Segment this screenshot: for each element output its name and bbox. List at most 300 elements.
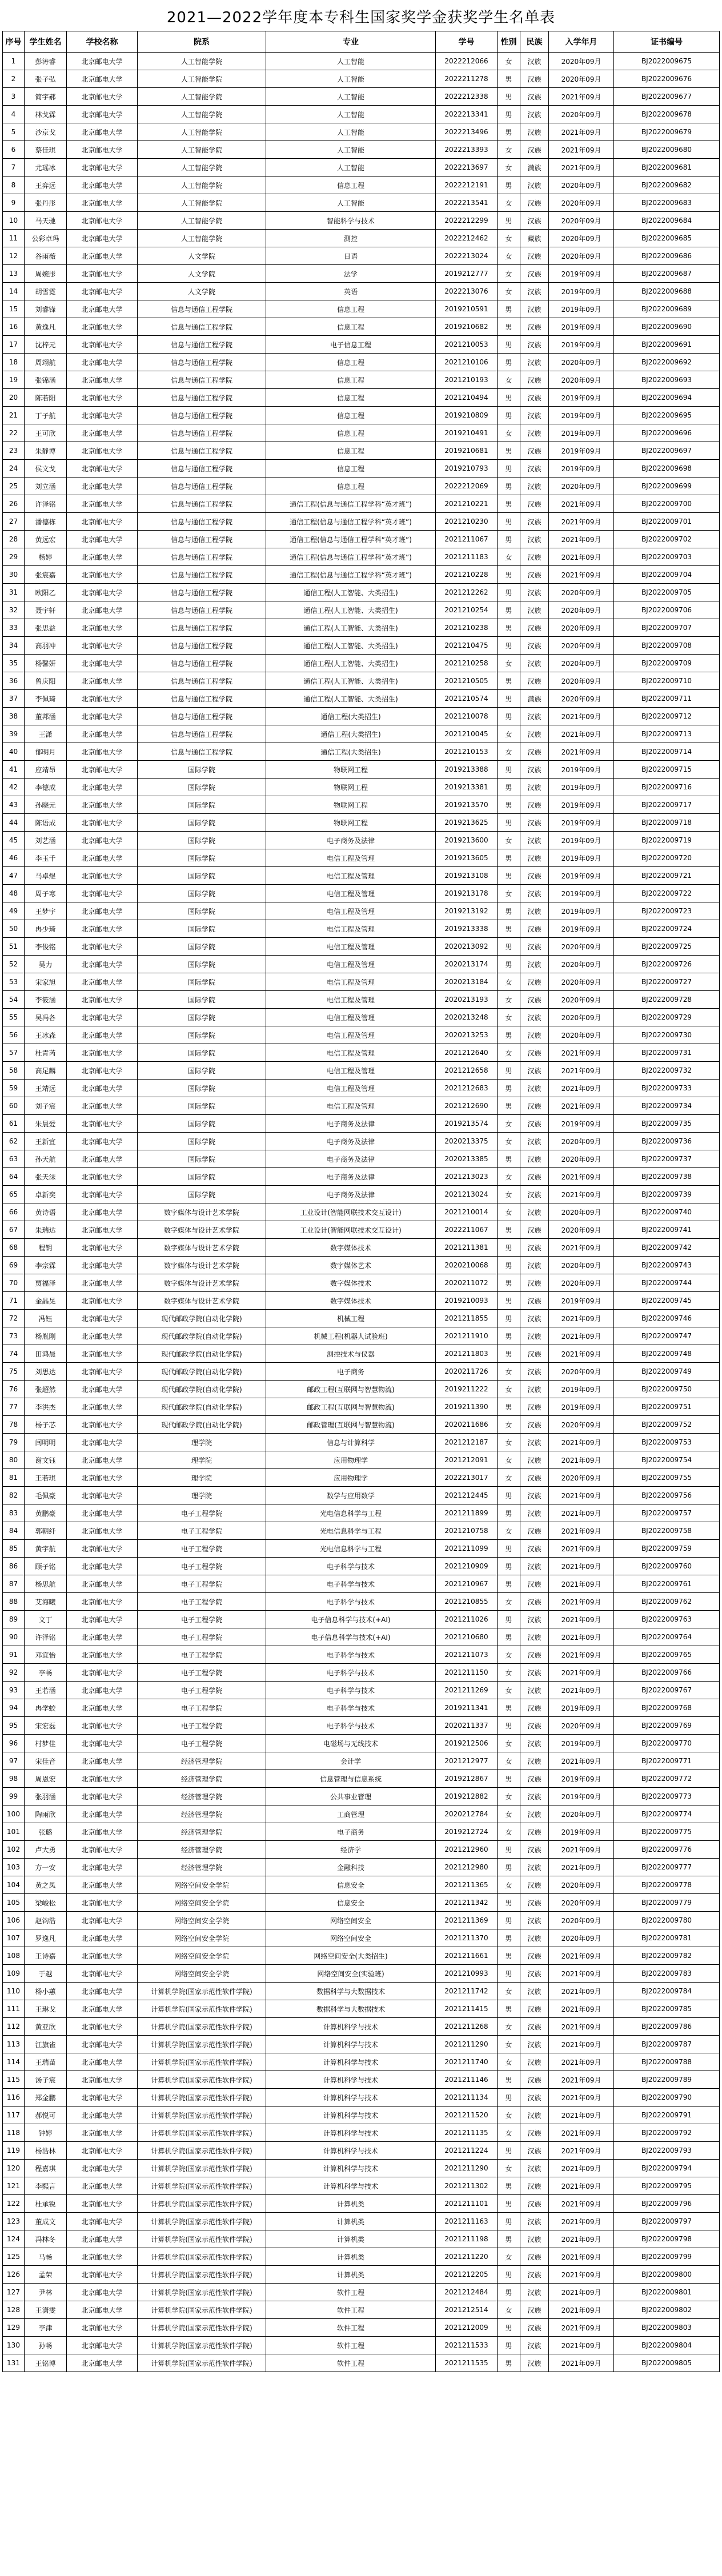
cell-index: 4 bbox=[3, 106, 25, 123]
cell-student-name: 宋家旭 bbox=[25, 973, 67, 991]
cell-gender: 女 bbox=[498, 247, 520, 265]
cell-gender: 女 bbox=[498, 1522, 520, 1540]
cell-ethnicity: 汉族 bbox=[520, 1575, 549, 1593]
cell-student-name: 冯钰 bbox=[25, 1310, 67, 1327]
cell-department: 理学院 bbox=[138, 1469, 266, 1487]
cell-department: 计算机学院(国家示范性软件学院) bbox=[138, 2071, 266, 2089]
cell-school: 北京邮电大学 bbox=[67, 725, 138, 743]
cell-student-id: 2019212777 bbox=[436, 265, 498, 283]
cell-ethnicity: 汉族 bbox=[520, 991, 549, 1009]
cell-gender: 男 bbox=[498, 1611, 520, 1628]
cell-index: 7 bbox=[3, 159, 25, 176]
cell-index: 103 bbox=[3, 1859, 25, 1876]
cell-ethnicity: 汉族 bbox=[520, 1770, 549, 1788]
cell-enrollment: 2021年09月 bbox=[549, 2230, 614, 2248]
cell-ethnicity: 汉族 bbox=[520, 584, 549, 601]
table-row bbox=[3, 690, 720, 708]
cell-enrollment: 2021年09月 bbox=[549, 2319, 614, 2337]
cell-index: 62 bbox=[3, 1133, 25, 1150]
cell-department: 信息与通信工程学院 bbox=[138, 424, 266, 442]
cell-major: 计算机类 bbox=[266, 2195, 436, 2213]
cell-ethnicity: 汉族 bbox=[520, 566, 549, 584]
cell-school: 北京邮电大学 bbox=[67, 407, 138, 424]
cell-gender: 女 bbox=[498, 2106, 520, 2124]
table-row bbox=[3, 1682, 720, 1699]
cell-enrollment: 2021年09月 bbox=[549, 2177, 614, 2195]
cell-student-id: 2021211269 bbox=[436, 1682, 498, 1699]
cell-enrollment: 2020年09月 bbox=[549, 1133, 614, 1150]
table-row bbox=[3, 1947, 720, 1965]
table-row bbox=[3, 920, 720, 938]
header-department: 院系 bbox=[138, 31, 266, 53]
cell-enrollment: 2021年09月 bbox=[549, 123, 614, 141]
cell-ethnicity: 汉族 bbox=[520, 2354, 549, 2372]
cell-enrollment: 2020年09月 bbox=[549, 1203, 614, 1221]
cell-major: 信息管理与信息系统 bbox=[266, 1770, 436, 1788]
cell-school: 北京邮电大学 bbox=[67, 2089, 138, 2106]
table-row bbox=[3, 1558, 720, 1575]
cell-ethnicity: 汉族 bbox=[520, 1894, 549, 1912]
cell-department: 网络空间安全学院 bbox=[138, 1876, 266, 1894]
cell-department: 信息与通信工程学院 bbox=[138, 300, 266, 318]
cell-ethnicity: 汉族 bbox=[520, 1292, 549, 1310]
cell-gender: 女 bbox=[498, 1788, 520, 1805]
cell-school: 北京邮电大学 bbox=[67, 318, 138, 336]
cell-student-name: 朱晨爱 bbox=[25, 1115, 67, 1133]
cell-department: 现代邮政学院(自动化学院) bbox=[138, 1381, 266, 1398]
table-row bbox=[3, 601, 720, 619]
cell-ethnicity: 汉族 bbox=[520, 1646, 549, 1664]
cell-department: 人工智能学院 bbox=[138, 212, 266, 230]
cell-major: 电信工程及管理 bbox=[266, 973, 436, 991]
cell-ethnicity: 汉族 bbox=[520, 814, 549, 832]
cell-school: 北京邮电大学 bbox=[67, 1823, 138, 1841]
cell-enrollment: 2019年09月 bbox=[549, 1115, 614, 1133]
cell-school: 北京邮电大学 bbox=[67, 230, 138, 247]
cell-department: 国际学院 bbox=[138, 920, 266, 938]
cell-student-id: 2020210068 bbox=[436, 1257, 498, 1274]
cell-school: 北京邮电大学 bbox=[67, 1929, 138, 1947]
cell-gender: 男 bbox=[498, 212, 520, 230]
cell-index: 31 bbox=[3, 584, 25, 601]
cell-major: 通信工程(大类招生) bbox=[266, 708, 436, 725]
cell-index: 16 bbox=[3, 318, 25, 336]
table-row bbox=[3, 1841, 720, 1859]
cell-student-name: 王瑞苗 bbox=[25, 2053, 67, 2071]
cell-student-name: 张丹彤 bbox=[25, 194, 67, 212]
cell-student-name: 程嘉琪 bbox=[25, 2160, 67, 2177]
cell-student-id: 2022213341 bbox=[436, 106, 498, 123]
cell-enrollment: 2019年09月 bbox=[549, 424, 614, 442]
cell-school: 北京邮电大学 bbox=[67, 194, 138, 212]
cell-department: 计算机学院(国家示范性软件学院) bbox=[138, 2160, 266, 2177]
cell-certificate: BJ2022009690 bbox=[614, 318, 720, 336]
cell-ethnicity: 汉族 bbox=[520, 1487, 549, 1504]
cell-student-name: 尤瑶冰 bbox=[25, 159, 67, 176]
cell-certificate: BJ2022009788 bbox=[614, 2053, 720, 2071]
cell-enrollment: 2019年09月 bbox=[549, 1398, 614, 1416]
cell-gender: 男 bbox=[498, 1770, 520, 1788]
cell-certificate: BJ2022009689 bbox=[614, 300, 720, 318]
cell-student-name: 马天驰 bbox=[25, 212, 67, 230]
cell-enrollment: 2020年09月 bbox=[549, 1894, 614, 1912]
cell-enrollment: 2021年09月 bbox=[549, 743, 614, 761]
cell-ethnicity: 汉族 bbox=[520, 1381, 549, 1398]
cell-index: 124 bbox=[3, 2230, 25, 2248]
cell-enrollment: 2019年09月 bbox=[549, 1735, 614, 1752]
cell-student-name: 于越 bbox=[25, 1965, 67, 1983]
cell-gender: 女 bbox=[498, 1133, 520, 1150]
cell-school: 北京邮电大学 bbox=[67, 832, 138, 849]
cell-student-id: 2021211855 bbox=[436, 1310, 498, 1327]
cell-department: 信息与通信工程学院 bbox=[138, 407, 266, 424]
cell-certificate: BJ2022009762 bbox=[614, 1593, 720, 1611]
cell-index: 46 bbox=[3, 849, 25, 867]
cell-index: 3 bbox=[3, 88, 25, 106]
cell-major: 网络空间安全 bbox=[266, 1912, 436, 1929]
cell-gender: 女 bbox=[498, 1416, 520, 1434]
cell-school: 北京邮电大学 bbox=[67, 1859, 138, 1876]
cell-department: 经济管理学院 bbox=[138, 1770, 266, 1788]
cell-index: 44 bbox=[3, 814, 25, 832]
cell-ethnicity: 汉族 bbox=[520, 2248, 549, 2266]
cell-school: 北京邮电大学 bbox=[67, 1363, 138, 1381]
cell-major: 数字媒体技术 bbox=[266, 1239, 436, 1257]
cell-school: 北京邮电大学 bbox=[67, 1292, 138, 1310]
cell-student-id: 2021210993 bbox=[436, 1965, 498, 1983]
cell-student-id: 2021210153 bbox=[436, 743, 498, 761]
cell-student-name: 高足麟 bbox=[25, 1062, 67, 1080]
cell-school: 北京邮电大学 bbox=[67, 1168, 138, 1186]
cell-index: 108 bbox=[3, 1947, 25, 1965]
table-row bbox=[3, 2000, 720, 2018]
cell-certificate: BJ2022009773 bbox=[614, 1788, 720, 1805]
cell-department: 国际学院 bbox=[138, 991, 266, 1009]
cell-enrollment: 2021年09月 bbox=[549, 1345, 614, 1363]
cell-ethnicity: 汉族 bbox=[520, 2000, 549, 2018]
cell-certificate: BJ2022009802 bbox=[614, 2301, 720, 2319]
cell-department: 电子工程学院 bbox=[138, 1646, 266, 1664]
cell-certificate: BJ2022009764 bbox=[614, 1628, 720, 1646]
cell-department: 信息与通信工程学院 bbox=[138, 442, 266, 460]
table-row bbox=[3, 1876, 720, 1894]
table-row bbox=[3, 832, 720, 849]
cell-ethnicity: 汉族 bbox=[520, 1823, 549, 1841]
cell-index: 99 bbox=[3, 1788, 25, 1805]
cell-school: 北京邮电大学 bbox=[67, 1381, 138, 1398]
table-row bbox=[3, 265, 720, 283]
cell-department: 国际学院 bbox=[138, 832, 266, 849]
cell-index: 36 bbox=[3, 672, 25, 690]
cell-certificate: BJ2022009798 bbox=[614, 2230, 720, 2248]
cell-student-name: 李熙言 bbox=[25, 2177, 67, 2195]
cell-school: 北京邮电大学 bbox=[67, 1876, 138, 1894]
cell-ethnicity: 汉族 bbox=[520, 371, 549, 389]
cell-enrollment: 2021年09月 bbox=[549, 141, 614, 159]
cell-ethnicity: 汉族 bbox=[520, 2195, 549, 2213]
cell-certificate: BJ2022009779 bbox=[614, 1894, 720, 1912]
cell-school: 北京邮电大学 bbox=[67, 1593, 138, 1611]
cell-gender: 男 bbox=[498, 531, 520, 548]
table-row bbox=[3, 2354, 720, 2372]
cell-certificate: BJ2022009682 bbox=[614, 176, 720, 194]
cell-gender: 男 bbox=[498, 2213, 520, 2230]
cell-certificate: BJ2022009697 bbox=[614, 442, 720, 460]
cell-enrollment: 2019年09月 bbox=[549, 761, 614, 779]
cell-certificate: BJ2022009742 bbox=[614, 1239, 720, 1257]
cell-student-name: 简宇郝 bbox=[25, 88, 67, 106]
cell-gender: 男 bbox=[498, 2354, 520, 2372]
cell-department: 信息与通信工程学院 bbox=[138, 389, 266, 407]
cell-major: 通信工程(人工智能、大类招生) bbox=[266, 601, 436, 619]
cell-ethnicity: 汉族 bbox=[520, 1841, 549, 1859]
cell-major: 通信工程(信息与通信工程学科“英才班”) bbox=[266, 495, 436, 513]
cell-student-name: 宋宏磊 bbox=[25, 1717, 67, 1735]
cell-department: 人工智能学院 bbox=[138, 106, 266, 123]
cell-major: 电信工程及管理 bbox=[266, 1080, 436, 1097]
cell-student-id: 2021210078 bbox=[436, 708, 498, 725]
cell-student-name: 张超然 bbox=[25, 1381, 67, 1398]
cell-gender: 男 bbox=[498, 1327, 520, 1345]
cell-certificate: BJ2022009710 bbox=[614, 672, 720, 690]
cell-enrollment: 2020年09月 bbox=[549, 230, 614, 247]
table-row bbox=[3, 1575, 720, 1593]
cell-student-name: 周恩宏 bbox=[25, 1770, 67, 1788]
cell-certificate: BJ2022009759 bbox=[614, 1540, 720, 1558]
cell-enrollment: 2021年09月 bbox=[549, 2248, 614, 2266]
cell-gender: 男 bbox=[498, 2319, 520, 2337]
cell-department: 网络空间安全学院 bbox=[138, 1912, 266, 1929]
cell-student-name: 林戈霖 bbox=[25, 106, 67, 123]
cell-school: 北京邮电大学 bbox=[67, 2000, 138, 2018]
cell-department: 国际学院 bbox=[138, 1097, 266, 1115]
cell-student-id: 2019210591 bbox=[436, 300, 498, 318]
table-row bbox=[3, 1381, 720, 1398]
cell-major: 电子科学与技术 bbox=[266, 1664, 436, 1682]
cell-department: 人工智能学院 bbox=[138, 123, 266, 141]
table-row bbox=[3, 584, 720, 601]
cell-enrollment: 2021年09月 bbox=[549, 1682, 614, 1699]
table-row bbox=[3, 2177, 720, 2195]
cell-department: 经济管理学院 bbox=[138, 1752, 266, 1770]
cell-gender: 男 bbox=[498, 2195, 520, 2213]
cell-gender: 男 bbox=[498, 1257, 520, 1274]
cell-gender: 女 bbox=[498, 141, 520, 159]
cell-department: 国际学院 bbox=[138, 1133, 266, 1150]
cell-student-name: 卓新奕 bbox=[25, 1186, 67, 1203]
cell-certificate: BJ2022009676 bbox=[614, 70, 720, 88]
cell-certificate: BJ2022009754 bbox=[614, 1451, 720, 1469]
table-row bbox=[3, 407, 720, 424]
cell-student-id: 2020213253 bbox=[436, 1026, 498, 1044]
cell-school: 北京邮电大学 bbox=[67, 2337, 138, 2354]
cell-student-id: 2021211520 bbox=[436, 2106, 498, 2124]
table-row bbox=[3, 672, 720, 690]
table-row bbox=[3, 867, 720, 885]
cell-student-id: 2021211742 bbox=[436, 1983, 498, 2000]
cell-ethnicity: 满族 bbox=[520, 690, 549, 708]
cell-student-id: 2019210681 bbox=[436, 442, 498, 460]
cell-school: 北京邮电大学 bbox=[67, 2195, 138, 2213]
cell-student-name: 刘艺涵 bbox=[25, 832, 67, 849]
cell-ethnicity: 汉族 bbox=[520, 725, 549, 743]
cell-school: 北京邮电大学 bbox=[67, 708, 138, 725]
cell-major: 信息工程 bbox=[266, 300, 436, 318]
cell-certificate: BJ2022009694 bbox=[614, 389, 720, 407]
cell-department: 数字媒体与设计艺术学院 bbox=[138, 1257, 266, 1274]
cell-ethnicity: 汉族 bbox=[520, 2089, 549, 2106]
cell-certificate: BJ2022009703 bbox=[614, 548, 720, 566]
cell-student-name: 吴冯各 bbox=[25, 1009, 67, 1026]
cell-enrollment: 2020年09月 bbox=[549, 991, 614, 1009]
cell-student-name: 郝悦可 bbox=[25, 2106, 67, 2124]
cell-certificate: BJ2022009778 bbox=[614, 1876, 720, 1894]
table-row bbox=[3, 2195, 720, 2213]
cell-certificate: BJ2022009753 bbox=[614, 1434, 720, 1451]
table-row bbox=[3, 849, 720, 867]
cell-student-id: 2021211099 bbox=[436, 1540, 498, 1558]
cell-department: 电子工程学院 bbox=[138, 1540, 266, 1558]
cell-enrollment: 2020年09月 bbox=[549, 1416, 614, 1434]
cell-index: 27 bbox=[3, 513, 25, 531]
cell-enrollment: 2019年09月 bbox=[549, 867, 614, 885]
cell-gender: 男 bbox=[498, 1558, 520, 1575]
cell-ethnicity: 汉族 bbox=[520, 1097, 549, 1115]
cell-major: 电子商务及法律 bbox=[266, 1186, 436, 1203]
cell-gender: 男 bbox=[498, 672, 520, 690]
cell-major: 电信工程及管理 bbox=[266, 1044, 436, 1062]
cell-student-name: 马畅 bbox=[25, 2248, 67, 2266]
cell-ethnicity: 汉族 bbox=[520, 1434, 549, 1451]
cell-student-id: 2021210193 bbox=[436, 371, 498, 389]
cell-index: 109 bbox=[3, 1965, 25, 1983]
cell-gender: 男 bbox=[498, 1894, 520, 1912]
cell-ethnicity: 汉族 bbox=[520, 938, 549, 956]
cell-school: 北京邮电大学 bbox=[67, 1558, 138, 1575]
cell-ethnicity: 汉族 bbox=[520, 708, 549, 725]
cell-enrollment: 2020年09月 bbox=[549, 584, 614, 601]
cell-school: 北京邮电大学 bbox=[67, 566, 138, 584]
cell-school: 北京邮电大学 bbox=[67, 2018, 138, 2036]
cell-gender: 男 bbox=[498, 779, 520, 796]
cell-index: 45 bbox=[3, 832, 25, 849]
table-row bbox=[3, 743, 720, 761]
cell-gender: 女 bbox=[498, 2248, 520, 2266]
cell-major: 电信工程及管理 bbox=[266, 1097, 436, 1115]
cell-enrollment: 2020年09月 bbox=[549, 1274, 614, 1292]
cell-certificate: BJ2022009757 bbox=[614, 1504, 720, 1522]
cell-student-id: 2021211198 bbox=[436, 2230, 498, 2248]
table-row bbox=[3, 1345, 720, 1363]
cell-department: 计算机学院(国家示范性软件学院) bbox=[138, 2089, 266, 2106]
cell-major: 数字媒体技术 bbox=[266, 1292, 436, 1310]
cell-gender: 女 bbox=[498, 2124, 520, 2142]
cell-index: 51 bbox=[3, 938, 25, 956]
cell-gender: 男 bbox=[498, 336, 520, 354]
cell-certificate: BJ2022009704 bbox=[614, 566, 720, 584]
cell-school: 北京邮电大学 bbox=[67, 1257, 138, 1274]
cell-index: 112 bbox=[3, 2018, 25, 2036]
cell-gender: 男 bbox=[498, 407, 520, 424]
table-row bbox=[3, 1186, 720, 1203]
cell-student-name: 艾海曦 bbox=[25, 1593, 67, 1611]
cell-student-name: 卢大勇 bbox=[25, 1841, 67, 1859]
cell-ethnicity: 汉族 bbox=[520, 743, 549, 761]
cell-student-name: 尹林 bbox=[25, 2284, 67, 2301]
cell-gender: 男 bbox=[498, 708, 520, 725]
cell-ethnicity: 汉族 bbox=[520, 1026, 549, 1044]
cell-major: 信息安全 bbox=[266, 1876, 436, 1894]
cell-department: 信息与通信工程学院 bbox=[138, 566, 266, 584]
cell-certificate: BJ2022009774 bbox=[614, 1805, 720, 1823]
cell-department: 国际学院 bbox=[138, 1044, 266, 1062]
cell-ethnicity: 汉族 bbox=[520, 460, 549, 478]
table-row bbox=[3, 1257, 720, 1274]
cell-ethnicity: 汉族 bbox=[520, 655, 549, 672]
cell-enrollment: 2021年09月 bbox=[549, 2266, 614, 2284]
cell-department: 信息与通信工程学院 bbox=[138, 371, 266, 389]
cell-student-id: 2021212977 bbox=[436, 1752, 498, 1770]
cell-department: 国际学院 bbox=[138, 1168, 266, 1186]
cell-ethnicity: 汉族 bbox=[520, 212, 549, 230]
cell-gender: 男 bbox=[498, 495, 520, 513]
cell-index: 78 bbox=[3, 1416, 25, 1434]
cell-major: 通信工程(人工智能、大类招生) bbox=[266, 584, 436, 601]
cell-major: 测控 bbox=[266, 230, 436, 247]
cell-major: 计算机科学与技术 bbox=[266, 2160, 436, 2177]
cell-student-name: 杨小蕙 bbox=[25, 1983, 67, 2000]
cell-school: 北京邮电大学 bbox=[67, 1186, 138, 1203]
cell-school: 北京邮电大学 bbox=[67, 1345, 138, 1363]
cell-ethnicity: 汉族 bbox=[520, 1912, 549, 1929]
cell-student-id: 2022213496 bbox=[436, 123, 498, 141]
cell-ethnicity: 汉族 bbox=[520, 1504, 549, 1522]
cell-major: 通信工程(大类招生) bbox=[266, 725, 436, 743]
cell-major: 信息工程 bbox=[266, 424, 436, 442]
cell-gender: 女 bbox=[498, 2053, 520, 2071]
cell-student-name: 程钥 bbox=[25, 1239, 67, 1257]
cell-major: 机械工程 bbox=[266, 1310, 436, 1327]
table-row bbox=[3, 1097, 720, 1115]
cell-enrollment: 2021年09月 bbox=[549, 88, 614, 106]
cell-student-name: 钟婷 bbox=[25, 2124, 67, 2142]
cell-enrollment: 2021年09月 bbox=[549, 2036, 614, 2053]
cell-student-name: 刘睿锋 bbox=[25, 300, 67, 318]
cell-certificate: BJ2022009718 bbox=[614, 814, 720, 832]
cell-ethnicity: 汉族 bbox=[520, 513, 549, 531]
cell-major: 电子科学与技术 bbox=[266, 1646, 436, 1664]
cell-enrollment: 2021年09月 bbox=[549, 1664, 614, 1682]
cell-student-id: 2021210014 bbox=[436, 1203, 498, 1221]
cell-department: 电子工程学院 bbox=[138, 1593, 266, 1611]
cell-department: 信息与通信工程学院 bbox=[138, 672, 266, 690]
cell-ethnicity: 汉族 bbox=[520, 867, 549, 885]
cell-major: 电信工程及管理 bbox=[266, 849, 436, 867]
cell-major: 电信工程及管理 bbox=[266, 938, 436, 956]
cell-enrollment: 2019年09月 bbox=[549, 814, 614, 832]
cell-gender: 男 bbox=[498, 1929, 520, 1947]
cell-certificate: BJ2022009731 bbox=[614, 1044, 720, 1062]
cell-major: 邮政工程(互联网与智慧物流) bbox=[266, 1398, 436, 1416]
cell-student-id: 2021211661 bbox=[436, 1947, 498, 1965]
table-row bbox=[3, 424, 720, 442]
cell-school: 北京邮电大学 bbox=[67, 779, 138, 796]
table-row bbox=[3, 1044, 720, 1062]
cell-school: 北京邮电大学 bbox=[67, 53, 138, 70]
cell-gender: 男 bbox=[498, 1947, 520, 1965]
cell-school: 北京邮电大学 bbox=[67, 2319, 138, 2337]
cell-ethnicity: 汉族 bbox=[520, 2124, 549, 2142]
